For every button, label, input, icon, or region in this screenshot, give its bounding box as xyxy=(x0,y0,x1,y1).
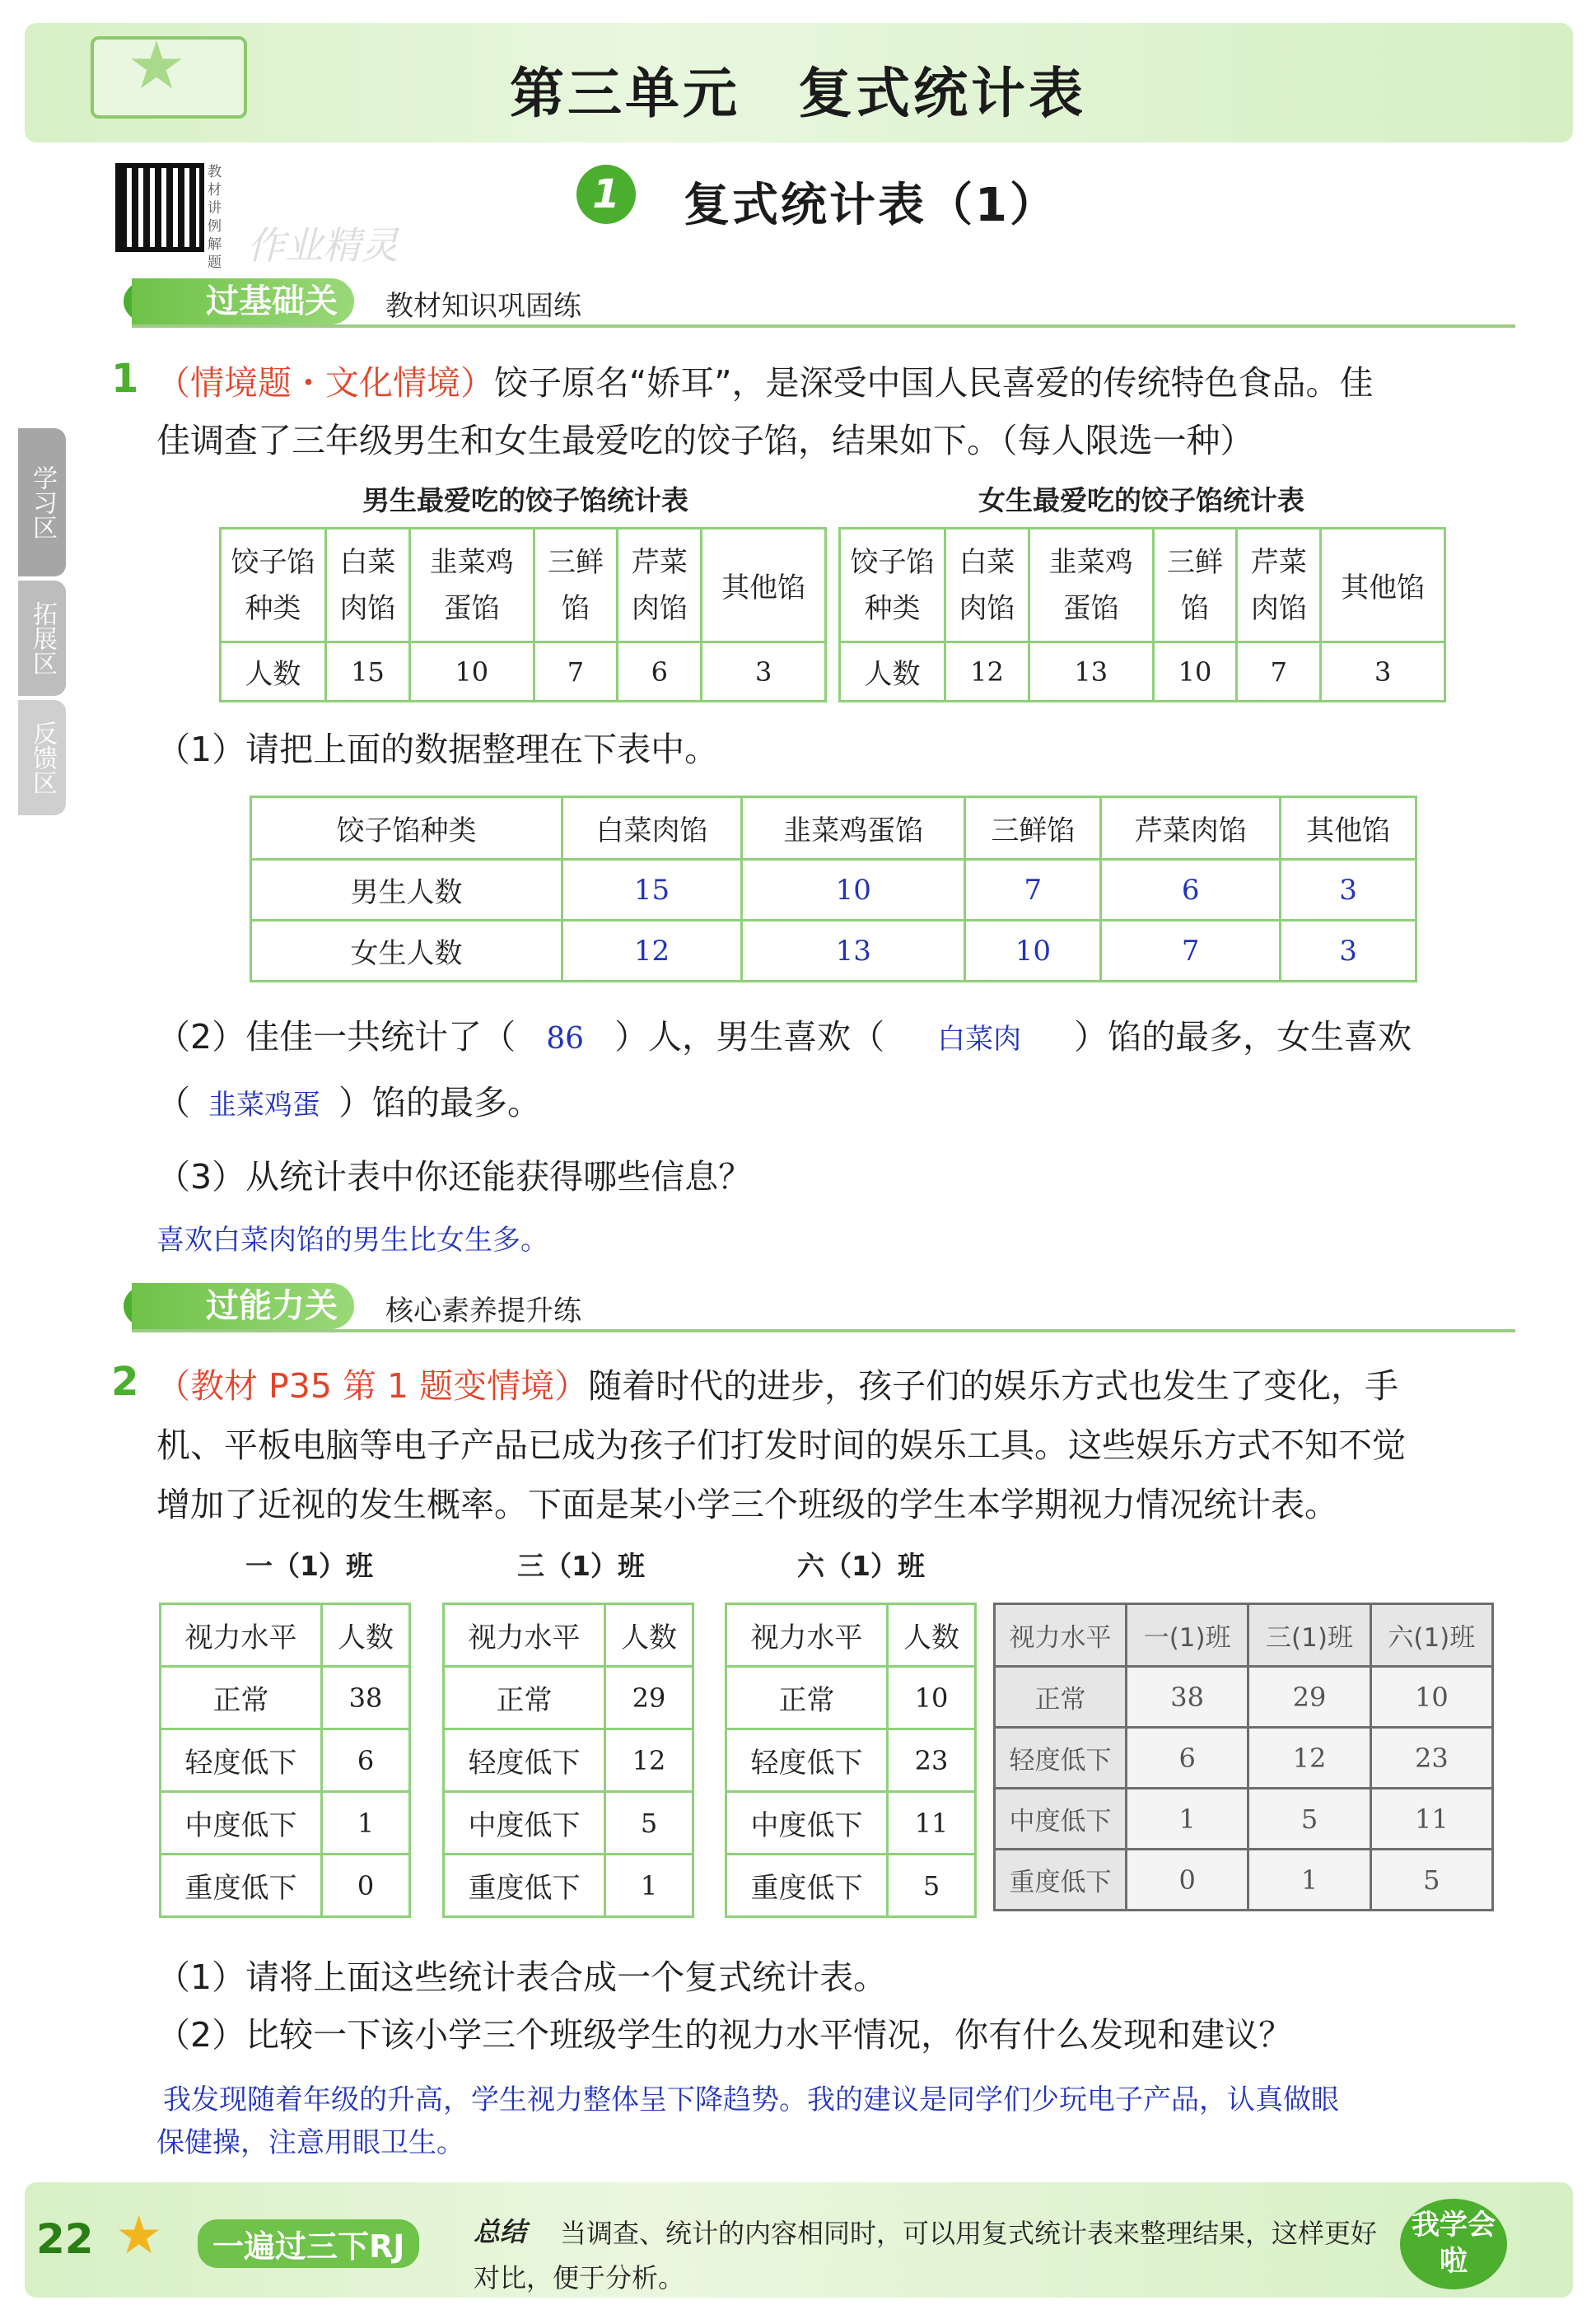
level-label: 轻度低下 xyxy=(444,1729,605,1792)
page-number: 22 xyxy=(36,2215,94,2263)
section2-divider xyxy=(132,1329,1515,1332)
boys-value: 10 xyxy=(409,642,534,702)
combined-answer-cell[interactable]: 13 xyxy=(742,921,965,982)
girls-col: 其他馅 xyxy=(1321,529,1445,642)
qr-code-icon[interactable] xyxy=(115,163,204,252)
qr-caption: 教材讲例解题 xyxy=(208,164,222,271)
girls-value: 13 xyxy=(1029,642,1153,702)
level-label: 正常 xyxy=(995,1667,1127,1728)
table-header: 视力水平 xyxy=(161,1604,322,1667)
q2-part1: （1）请将上面这些统计表合成一个复式统计表。 xyxy=(156,1957,888,1997)
q1-part2-text: （2）佳佳一共统计了（ xyxy=(156,1017,516,1057)
q1-answer-boys[interactable]: 白菜肉 xyxy=(937,1023,1022,1056)
count-cell: 6 xyxy=(322,1729,410,1792)
boys-col: 韭菜鸡 蛋馅 xyxy=(409,529,534,642)
q2-line1 xyxy=(156,1357,1540,1415)
combined-row-label: 女生人数 xyxy=(251,921,562,982)
boys-table xyxy=(219,527,827,702)
unit-title: 第三单元 复式统计表 xyxy=(510,62,1086,125)
watermark: 作业精灵 xyxy=(247,223,399,268)
count-cell: 6 xyxy=(1127,1728,1248,1789)
boys-value: 7 xyxy=(534,642,618,702)
count-cell: 0 xyxy=(322,1855,410,1917)
q1-number: 1 xyxy=(111,356,139,402)
count-cell: 11 xyxy=(1370,1789,1492,1850)
level-label: 轻度低下 xyxy=(726,1729,888,1792)
q1-line1 xyxy=(156,354,1524,412)
table-header: 人数 xyxy=(605,1604,693,1667)
level-label: 重度低下 xyxy=(995,1850,1127,1911)
q2-answer-line2[interactable]: 保健操，注意用眼卫生。 xyxy=(156,2126,464,2159)
count-cell: 5 xyxy=(605,1792,693,1855)
book-code: 一遍过三下RJ xyxy=(198,2219,419,2268)
section1-divider xyxy=(132,324,1515,328)
achievement-badge: 我学会啦 xyxy=(1400,2199,1507,2289)
star-mascot-icon: ★ xyxy=(115,2205,163,2266)
boys-table-title: 男生最爱吃的饺子馅统计表 xyxy=(362,484,688,516)
q1-part2-text: ）人，男生喜欢（ xyxy=(614,1017,885,1057)
girls-value: 12 xyxy=(945,642,1029,702)
combined-header: 芹菜肉馅 xyxy=(1101,797,1281,860)
count-cell: 10 xyxy=(888,1667,976,1729)
lesson-number: 1 xyxy=(576,165,636,224)
q2-tag: （教材 P35 第 1 题变情境） xyxy=(156,1366,589,1406)
summary-label: 总结 xyxy=(474,2216,527,2247)
boys-col: 其他馅 xyxy=(702,529,826,642)
level-label: 轻度低下 xyxy=(161,1729,322,1792)
section1-subtitle: 教材知识巩固练 xyxy=(385,290,581,323)
combined-header: 韭菜鸡蛋馅 xyxy=(742,797,965,860)
combined-answer-cell[interactable]: 7 xyxy=(965,860,1101,921)
boys-head: 饺子馅 种类 xyxy=(221,529,326,642)
level-label: 中度低下 xyxy=(995,1789,1127,1850)
table-header: 人数 xyxy=(888,1604,976,1667)
q1-tag: （情境题・文化情境） xyxy=(156,363,494,403)
count-cell: 1 xyxy=(605,1855,693,1917)
side-tab-feedback[interactable]: 反馈区 xyxy=(18,700,66,815)
count-cell: 29 xyxy=(605,1667,693,1729)
lesson-title: 复式统计表（1） xyxy=(684,179,1058,232)
girls-table xyxy=(838,527,1446,702)
count-cell: 38 xyxy=(322,1667,410,1729)
combined-header: 三鲜馅 xyxy=(965,797,1101,860)
q1-part3-answer[interactable]: 喜欢白菜肉馅的男生比女生多。 xyxy=(156,1224,548,1257)
count-cell: 12 xyxy=(1248,1728,1370,1789)
summary-text: 当调查、统计的内容相同时，可以用复式统计表来整理结果，这样更好对比，便于分析。 xyxy=(474,2218,1378,2293)
count-cell: 11 xyxy=(888,1792,976,1855)
class3-title: 三（1）班 xyxy=(517,1550,645,1582)
combined-answer-cell[interactable]: 15 xyxy=(562,860,742,921)
count-cell: 10 xyxy=(1370,1667,1492,1728)
q1-part2-text: （ xyxy=(156,1083,190,1122)
girls-value: 7 xyxy=(1237,642,1321,702)
count-cell: 1 xyxy=(322,1792,410,1855)
q1-part2-line2 xyxy=(156,1074,541,1134)
level-label: 重度低下 xyxy=(161,1855,322,1917)
table-header: 视力水平 xyxy=(444,1604,605,1667)
q2-answer-line1[interactable]: 我发现随着年级的升高，学生视力整体呈下降趋势。我的建议是同学们少玩电子产品，认真做眼 xyxy=(163,2083,1339,2116)
q2-text-b: 机、平板电脑等电子产品已成为孩子们打发时间的娱乐工具。这些娱乐方式不知不觉 xyxy=(156,1425,1406,1465)
girls-value: 3 xyxy=(1321,642,1445,702)
count-cell: 38 xyxy=(1127,1667,1248,1728)
boys-value: 15 xyxy=(326,642,410,702)
class3-table xyxy=(442,1603,694,1918)
count-cell: 23 xyxy=(888,1729,976,1792)
table-header: 一(1)班 xyxy=(1127,1604,1248,1667)
table-header: 六(1)班 xyxy=(1370,1604,1492,1667)
boys-col: 三鲜 馅 xyxy=(534,529,618,642)
level-label: 重度低下 xyxy=(726,1855,888,1917)
level-label: 中度低下 xyxy=(444,1792,605,1855)
combined-answer-cell[interactable]: 3 xyxy=(1281,921,1416,982)
level-label: 中度低下 xyxy=(161,1792,322,1855)
combined-answer-cell[interactable]: 6 xyxy=(1101,860,1281,921)
table-header: 视力水平 xyxy=(995,1604,1127,1667)
level-label: 正常 xyxy=(161,1667,322,1729)
q1-part1: （1）请把上面的数据整理在下表中。 xyxy=(156,730,719,769)
side-tab-extend[interactable]: 拓展区 xyxy=(18,581,66,696)
combined-answer-cell[interactable]: 7 xyxy=(1101,921,1281,982)
class1-title: 一（1）班 xyxy=(245,1550,373,1582)
table-header: 三(1)班 xyxy=(1248,1604,1370,1667)
level-label: 正常 xyxy=(444,1667,605,1729)
side-tab-study[interactable]: 学习区 xyxy=(18,428,66,576)
section1-tag: 过基础关 xyxy=(132,278,354,324)
girls-value: 10 xyxy=(1153,642,1237,702)
q2-text-a: 随着时代的进步，孩子们的娱乐方式也发生了变化，手 xyxy=(588,1366,1399,1406)
boys-col: 白菜 肉馅 xyxy=(326,529,410,642)
count-cell: 5 xyxy=(1370,1850,1492,1911)
count-cell: 29 xyxy=(1248,1667,1370,1728)
combined-header: 白菜肉馅 xyxy=(562,797,742,860)
count-cell: 0 xyxy=(1127,1850,1248,1911)
combined-answer-cell[interactable]: 10 xyxy=(965,921,1101,982)
girls-row-label: 人数 xyxy=(840,642,945,702)
girls-head: 饺子馅 种类 xyxy=(840,529,945,642)
class6-table xyxy=(725,1603,977,1918)
girls-col: 芹菜 肉馅 xyxy=(1237,529,1321,642)
boys-row-label: 人数 xyxy=(221,642,326,702)
q1-part2-text: ）馅的最多。 xyxy=(338,1083,541,1122)
level-label: 正常 xyxy=(726,1667,888,1729)
section2-tag: 过能力关 xyxy=(132,1283,354,1329)
q1-answer-girls[interactable]: 韭菜鸡蛋 xyxy=(208,1089,320,1122)
combined-table xyxy=(250,796,1417,982)
combined-answer-cell[interactable]: 10 xyxy=(742,860,965,921)
girls-col: 韭菜鸡 蛋馅 xyxy=(1029,529,1153,642)
combined-answer-cell[interactable]: 12 xyxy=(562,921,742,982)
girls-col: 白菜 肉馅 xyxy=(945,529,1029,642)
answer-compound-table[interactable] xyxy=(993,1603,1494,1911)
q1-answer-total[interactable]: 86 xyxy=(546,1022,584,1056)
q1-text-a: 饺子原名“娇耳”，是深受中国人民喜爱的传统特色食品。佳 xyxy=(494,363,1374,403)
boys-col: 芹菜 肉馅 xyxy=(618,529,702,642)
count-cell: 1 xyxy=(1127,1789,1248,1850)
level-label: 轻度低下 xyxy=(995,1728,1127,1789)
count-cell: 1 xyxy=(1248,1850,1370,1911)
girls-table-title: 女生最爱吃的饺子馅统计表 xyxy=(978,484,1304,516)
star-mascot-icon: ★ xyxy=(127,27,186,104)
level-label: 重度低下 xyxy=(444,1855,605,1917)
section2-subtitle: 核心素养提升练 xyxy=(385,1295,581,1327)
count-cell: 5 xyxy=(1248,1789,1370,1850)
combined-header: 饺子馅种类 xyxy=(251,797,562,860)
q2-number: 2 xyxy=(111,1359,139,1405)
table-header: 视力水平 xyxy=(726,1604,888,1667)
combined-row-label: 男生人数 xyxy=(251,860,562,921)
girls-col: 三鲜 馅 xyxy=(1153,529,1237,642)
class6-title: 六（1）班 xyxy=(797,1550,925,1582)
table-header: 人数 xyxy=(322,1604,410,1667)
count-cell: 23 xyxy=(1370,1728,1492,1789)
q1-part2-text: ）馅的最多，女生喜欢 xyxy=(1074,1017,1412,1057)
q2-part2: （2）比较一下该小学三个班级学生的视力水平情况，你有什么发现和建议？ xyxy=(156,2015,1293,2055)
q1-part2-line1 xyxy=(156,1008,1540,1068)
boys-value: 3 xyxy=(702,642,826,702)
class1-table xyxy=(159,1603,411,1918)
q1-text-b: 佳调查了三年级男生和女生最爱吃的饺子馅，结果如下。（每人限选一种） xyxy=(156,421,1254,460)
combined-header: 其他馅 xyxy=(1281,797,1416,860)
q1-part3: （3）从统计表中你还能获得哪些信息？ xyxy=(156,1157,753,1197)
count-cell: 5 xyxy=(888,1855,976,1917)
level-label: 中度低下 xyxy=(726,1792,888,1855)
combined-answer-cell[interactable]: 3 xyxy=(1281,860,1416,921)
count-cell: 12 xyxy=(605,1729,693,1792)
boys-value: 6 xyxy=(618,642,702,702)
q2-text-c: 增加了近视的发生概率。下面是某小学三个班级的学生本学期视力情况统计表。 xyxy=(156,1485,1338,1524)
